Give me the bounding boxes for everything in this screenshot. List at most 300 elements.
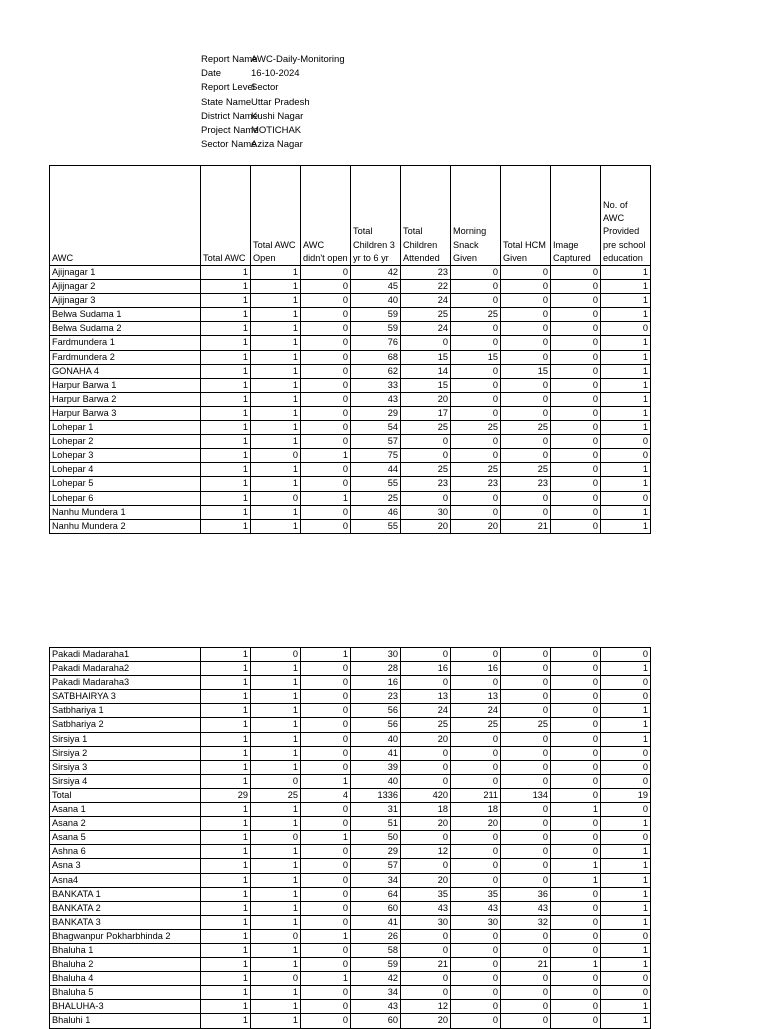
value-cell: 16 bbox=[401, 662, 451, 676]
value-cell: 0 bbox=[301, 505, 351, 519]
meta-value: 16-10-2024 bbox=[251, 68, 300, 80]
value-cell: 0 bbox=[301, 1014, 351, 1028]
value-cell: 1 bbox=[601, 1000, 651, 1014]
table-row bbox=[50, 1000, 651, 1014]
value-cell: 0 bbox=[551, 364, 601, 378]
value-cell: 43 bbox=[451, 901, 501, 915]
value-cell: 1 bbox=[601, 887, 651, 901]
value-cell: 62 bbox=[351, 364, 401, 378]
value-cell: 1 bbox=[201, 392, 251, 406]
value-cell: 29 bbox=[201, 788, 251, 802]
value-cell: 1 bbox=[201, 943, 251, 957]
meta-value: Aziza Nagar bbox=[251, 139, 303, 151]
value-cell: 23 bbox=[501, 477, 551, 491]
value-cell: 32 bbox=[501, 915, 551, 929]
meta-value: MOTICHAK bbox=[251, 125, 302, 137]
value-cell: 0 bbox=[551, 280, 601, 294]
value-cell: 0 bbox=[451, 873, 501, 887]
awc-name-cell: Satbhariya 1 bbox=[50, 704, 201, 718]
value-cell: 1 bbox=[201, 1014, 251, 1028]
value-cell: 0 bbox=[401, 972, 451, 986]
awc-name-cell: Belwa Sudama 1 bbox=[50, 308, 201, 322]
value-cell: 34 bbox=[351, 873, 401, 887]
value-cell: 1 bbox=[301, 491, 351, 505]
value-cell: 15 bbox=[451, 350, 501, 364]
value-cell: 0 bbox=[301, 336, 351, 350]
value-cell: 1 bbox=[601, 704, 651, 718]
column-header: Morning Snack Given bbox=[451, 166, 501, 266]
awc-name-cell: BANKATA 2 bbox=[50, 901, 201, 915]
value-cell: 0 bbox=[501, 406, 551, 420]
value-cell: 1 bbox=[251, 322, 301, 336]
value-cell: 25 bbox=[401, 421, 451, 435]
value-cell: 25 bbox=[451, 718, 501, 732]
value-cell: 20 bbox=[451, 519, 501, 533]
value-cell: 16 bbox=[351, 676, 401, 690]
table-row bbox=[50, 662, 651, 676]
value-cell: 0 bbox=[301, 364, 351, 378]
value-cell: 0 bbox=[451, 336, 501, 350]
value-cell: 0 bbox=[551, 788, 601, 802]
table-row bbox=[50, 505, 651, 519]
value-cell: 0 bbox=[551, 760, 601, 774]
value-cell: 1 bbox=[601, 294, 651, 308]
value-cell: 1 bbox=[251, 505, 301, 519]
value-cell: 0 bbox=[451, 392, 501, 406]
table-row bbox=[50, 718, 651, 732]
awc-name-cell: Sirsiya 1 bbox=[50, 732, 201, 746]
value-cell: 68 bbox=[351, 350, 401, 364]
table-row bbox=[50, 463, 651, 477]
value-cell: 0 bbox=[601, 435, 651, 449]
awc-name-cell: GONAHA 4 bbox=[50, 364, 201, 378]
value-cell: 1 bbox=[251, 519, 301, 533]
value-cell: 0 bbox=[501, 760, 551, 774]
value-cell: 1 bbox=[601, 336, 651, 350]
value-cell: 0 bbox=[551, 519, 601, 533]
value-cell: 1 bbox=[251, 732, 301, 746]
value-cell: 1 bbox=[251, 477, 301, 491]
value-cell: 0 bbox=[301, 690, 351, 704]
awc-name-cell: Harpur Barwa 1 bbox=[50, 378, 201, 392]
value-cell: 1 bbox=[551, 803, 601, 817]
value-cell: 0 bbox=[601, 831, 651, 845]
value-cell: 24 bbox=[401, 294, 451, 308]
value-cell: 0 bbox=[501, 1000, 551, 1014]
value-cell: 1 bbox=[201, 929, 251, 943]
meta-row bbox=[201, 81, 345, 95]
value-cell: 1 bbox=[251, 859, 301, 873]
value-cell: 0 bbox=[551, 746, 601, 760]
value-cell: 1 bbox=[201, 831, 251, 845]
value-cell: 1 bbox=[201, 421, 251, 435]
value-cell: 1 bbox=[601, 463, 651, 477]
value-cell: 14 bbox=[401, 364, 451, 378]
value-cell: 0 bbox=[301, 322, 351, 336]
value-cell: 17 bbox=[401, 406, 451, 420]
value-cell: 0 bbox=[551, 421, 601, 435]
value-cell: 1 bbox=[201, 732, 251, 746]
value-cell: 0 bbox=[451, 986, 501, 1000]
value-cell: 1 bbox=[201, 435, 251, 449]
value-cell: 1 bbox=[201, 505, 251, 519]
value-cell: 0 bbox=[551, 463, 601, 477]
value-cell: 28 bbox=[351, 662, 401, 676]
value-cell: 1 bbox=[201, 648, 251, 662]
value-cell: 0 bbox=[551, 392, 601, 406]
value-cell: 1 bbox=[601, 873, 651, 887]
value-cell: 0 bbox=[301, 887, 351, 901]
awc-name-cell: Lohepar 4 bbox=[50, 463, 201, 477]
meta-row bbox=[201, 67, 345, 81]
value-cell: 30 bbox=[401, 915, 451, 929]
table-row bbox=[50, 294, 651, 308]
value-cell: 1 bbox=[201, 477, 251, 491]
meta-row bbox=[201, 110, 345, 124]
value-cell: 0 bbox=[451, 958, 501, 972]
value-cell: 0 bbox=[551, 350, 601, 364]
value-cell: 0 bbox=[501, 803, 551, 817]
value-cell: 0 bbox=[401, 774, 451, 788]
value-cell: 1 bbox=[301, 929, 351, 943]
value-cell: 43 bbox=[351, 1000, 401, 1014]
value-cell: 1 bbox=[251, 986, 301, 1000]
value-cell: 1 bbox=[601, 718, 651, 732]
value-cell: 75 bbox=[351, 449, 401, 463]
table-row bbox=[50, 746, 651, 760]
meta-value: Kushi Nagar bbox=[251, 110, 304, 122]
table-row bbox=[50, 915, 651, 929]
value-cell: 55 bbox=[351, 477, 401, 491]
value-cell: 1 bbox=[251, 887, 301, 901]
awc-name-cell: Asana 1 bbox=[50, 803, 201, 817]
value-cell: 54 bbox=[351, 421, 401, 435]
value-cell: 0 bbox=[551, 845, 601, 859]
value-cell: 0 bbox=[401, 760, 451, 774]
awc-name-cell: Bhaluha 5 bbox=[50, 986, 201, 1000]
value-cell: 0 bbox=[551, 774, 601, 788]
awc-name-cell: Ajijnagar 2 bbox=[50, 280, 201, 294]
value-cell: 0 bbox=[451, 364, 501, 378]
value-cell: 1 bbox=[251, 817, 301, 831]
value-cell: 1 bbox=[251, 392, 301, 406]
value-cell: 0 bbox=[501, 266, 551, 280]
value-cell: 30 bbox=[351, 648, 401, 662]
value-cell: 1 bbox=[201, 901, 251, 915]
value-cell: 1 bbox=[201, 294, 251, 308]
value-cell: 1 bbox=[201, 704, 251, 718]
table-row bbox=[50, 943, 651, 957]
value-cell: 1 bbox=[201, 972, 251, 986]
value-cell: 1 bbox=[301, 449, 351, 463]
value-cell: 0 bbox=[501, 972, 551, 986]
value-cell: 1 bbox=[601, 266, 651, 280]
value-cell: 57 bbox=[351, 435, 401, 449]
awc-name-cell: Bhaluhi 1 bbox=[50, 1014, 201, 1028]
table-row bbox=[50, 392, 651, 406]
awc-name-cell: Asna 3 bbox=[50, 859, 201, 873]
awc-name-cell: Bhaluha 1 bbox=[50, 943, 201, 957]
value-cell: 1 bbox=[251, 746, 301, 760]
value-cell: 0 bbox=[601, 322, 651, 336]
column-header: AWC didn't open bbox=[301, 166, 351, 266]
value-cell: 4 bbox=[301, 788, 351, 802]
table-row bbox=[50, 308, 651, 322]
value-cell: 0 bbox=[301, 915, 351, 929]
value-cell: 1 bbox=[201, 676, 251, 690]
value-cell: 0 bbox=[401, 859, 451, 873]
value-cell: 0 bbox=[451, 435, 501, 449]
value-cell: 1 bbox=[201, 746, 251, 760]
value-cell: 0 bbox=[251, 648, 301, 662]
meta-row bbox=[201, 53, 345, 67]
table-row bbox=[50, 406, 651, 420]
table-row bbox=[50, 690, 651, 704]
value-cell: 0 bbox=[401, 435, 451, 449]
value-cell: 0 bbox=[301, 817, 351, 831]
value-cell: 30 bbox=[451, 915, 501, 929]
value-cell: 43 bbox=[401, 901, 451, 915]
value-cell: 35 bbox=[401, 887, 451, 901]
value-cell: 25 bbox=[251, 788, 301, 802]
value-cell: 0 bbox=[551, 449, 601, 463]
awc-name-cell: Bhaluha 4 bbox=[50, 972, 201, 986]
value-cell: 0 bbox=[551, 718, 601, 732]
value-cell: 0 bbox=[301, 435, 351, 449]
awc-name-cell: Pakadi Madaraha2 bbox=[50, 662, 201, 676]
value-cell: 1 bbox=[251, 943, 301, 957]
value-cell: 1 bbox=[301, 831, 351, 845]
value-cell: 0 bbox=[501, 280, 551, 294]
value-cell: 13 bbox=[451, 690, 501, 704]
table-row bbox=[50, 788, 651, 802]
value-cell: 0 bbox=[401, 831, 451, 845]
table-row bbox=[50, 322, 651, 336]
value-cell: 0 bbox=[551, 336, 601, 350]
value-cell: 1 bbox=[201, 336, 251, 350]
value-cell: 0 bbox=[401, 746, 451, 760]
value-cell: 56 bbox=[351, 718, 401, 732]
value-cell: 0 bbox=[451, 406, 501, 420]
value-cell: 0 bbox=[251, 491, 301, 505]
table-row bbox=[50, 421, 651, 435]
column-header: Total AWC Open bbox=[251, 166, 301, 266]
meta-value: Sector bbox=[251, 82, 279, 94]
value-cell: 1 bbox=[601, 364, 651, 378]
value-cell: 0 bbox=[501, 704, 551, 718]
value-cell: 34 bbox=[351, 986, 401, 1000]
value-cell: 0 bbox=[551, 817, 601, 831]
table-row bbox=[50, 845, 651, 859]
value-cell: 0 bbox=[301, 676, 351, 690]
awc-name-cell: Belwa Sudama 2 bbox=[50, 322, 201, 336]
awc-name-cell: Sirsiya 4 bbox=[50, 774, 201, 788]
value-cell: 1 bbox=[251, 901, 301, 915]
value-cell: 0 bbox=[501, 859, 551, 873]
value-cell: 50 bbox=[351, 831, 401, 845]
value-cell: 0 bbox=[251, 449, 301, 463]
table-row bbox=[50, 676, 651, 690]
value-cell: 0 bbox=[301, 350, 351, 364]
value-cell: 1 bbox=[301, 648, 351, 662]
meta-key: Report Level bbox=[201, 82, 255, 94]
value-cell: 1 bbox=[601, 1014, 651, 1028]
value-cell: 24 bbox=[451, 704, 501, 718]
value-cell: 55 bbox=[351, 519, 401, 533]
table-row bbox=[50, 803, 651, 817]
value-cell: 0 bbox=[301, 732, 351, 746]
value-cell: 29 bbox=[351, 845, 401, 859]
value-cell: 0 bbox=[301, 901, 351, 915]
value-cell: 1 bbox=[251, 463, 301, 477]
table-row bbox=[50, 280, 651, 294]
value-cell: 59 bbox=[351, 308, 401, 322]
value-cell: 21 bbox=[401, 958, 451, 972]
meta-key: Report Name bbox=[201, 54, 258, 65]
value-cell: 1 bbox=[551, 958, 601, 972]
value-cell: 25 bbox=[501, 718, 551, 732]
table-row bbox=[50, 958, 651, 972]
value-cell: 1 bbox=[201, 266, 251, 280]
value-cell: 25 bbox=[451, 463, 501, 477]
value-cell: 0 bbox=[301, 308, 351, 322]
value-cell: 1 bbox=[601, 519, 651, 533]
value-cell: 0 bbox=[501, 378, 551, 392]
value-cell: 40 bbox=[351, 774, 401, 788]
value-cell: 0 bbox=[301, 280, 351, 294]
table-row bbox=[50, 817, 651, 831]
value-cell: 0 bbox=[451, 972, 501, 986]
value-cell: 0 bbox=[301, 294, 351, 308]
value-cell: 20 bbox=[401, 519, 451, 533]
value-cell: 0 bbox=[451, 1014, 501, 1028]
value-cell: 0 bbox=[451, 266, 501, 280]
value-cell: 0 bbox=[501, 662, 551, 676]
value-cell: 1 bbox=[601, 406, 651, 420]
value-cell: 51 bbox=[351, 817, 401, 831]
value-cell: 0 bbox=[601, 676, 651, 690]
table-row bbox=[50, 704, 651, 718]
value-cell: 1 bbox=[201, 350, 251, 364]
value-cell: 0 bbox=[551, 662, 601, 676]
table-row bbox=[50, 364, 651, 378]
value-cell: 1 bbox=[251, 294, 301, 308]
awc-name-cell: Harpur Barwa 2 bbox=[50, 392, 201, 406]
value-cell: 25 bbox=[401, 308, 451, 322]
value-cell: 0 bbox=[451, 449, 501, 463]
value-cell: 0 bbox=[551, 491, 601, 505]
value-cell: 59 bbox=[351, 958, 401, 972]
value-cell: 0 bbox=[601, 972, 651, 986]
value-cell: 0 bbox=[401, 491, 451, 505]
table-row bbox=[50, 1014, 651, 1028]
column-header: AWC bbox=[50, 166, 201, 266]
value-cell: 1 bbox=[201, 887, 251, 901]
value-cell: 1 bbox=[251, 336, 301, 350]
value-cell: 0 bbox=[251, 972, 301, 986]
value-cell: 16 bbox=[451, 662, 501, 676]
value-cell: 0 bbox=[301, 662, 351, 676]
value-cell: 1 bbox=[251, 690, 301, 704]
awc-name-cell: Satbhariya 2 bbox=[50, 718, 201, 732]
value-cell: 0 bbox=[501, 676, 551, 690]
value-cell: 0 bbox=[501, 774, 551, 788]
value-cell: 21 bbox=[501, 519, 551, 533]
value-cell: 0 bbox=[501, 294, 551, 308]
value-cell: 25 bbox=[451, 308, 501, 322]
value-cell: 0 bbox=[451, 491, 501, 505]
value-cell: 0 bbox=[451, 280, 501, 294]
value-cell: 0 bbox=[601, 986, 651, 1000]
awc-name-cell: Ashna 6 bbox=[50, 845, 201, 859]
value-cell: 24 bbox=[401, 704, 451, 718]
value-cell: 0 bbox=[301, 392, 351, 406]
value-cell: 0 bbox=[551, 648, 601, 662]
value-cell: 13 bbox=[401, 690, 451, 704]
value-cell: 23 bbox=[401, 266, 451, 280]
value-cell: 1 bbox=[301, 972, 351, 986]
awc-name-cell: Total bbox=[50, 788, 201, 802]
value-cell: 1 bbox=[251, 406, 301, 420]
value-cell: 58 bbox=[351, 943, 401, 957]
value-cell: 1 bbox=[601, 915, 651, 929]
awc-table-page-2 bbox=[49, 647, 651, 1029]
value-cell: 1 bbox=[601, 958, 651, 972]
awc-name-cell: Pakadi Madaraha3 bbox=[50, 676, 201, 690]
value-cell: 0 bbox=[551, 986, 601, 1000]
value-cell: 0 bbox=[501, 732, 551, 746]
value-cell: 1 bbox=[201, 958, 251, 972]
value-cell: 1 bbox=[601, 350, 651, 364]
meta-row bbox=[201, 124, 345, 138]
value-cell: 0 bbox=[501, 491, 551, 505]
awc-name-cell: Nanhu Mundera 2 bbox=[50, 519, 201, 533]
value-cell: 0 bbox=[451, 732, 501, 746]
value-cell: 20 bbox=[401, 392, 451, 406]
value-cell: 0 bbox=[551, 477, 601, 491]
value-cell: 1 bbox=[201, 378, 251, 392]
value-cell: 25 bbox=[401, 463, 451, 477]
value-cell: 1 bbox=[601, 308, 651, 322]
value-cell: 1 bbox=[201, 364, 251, 378]
value-cell: 21 bbox=[501, 958, 551, 972]
value-cell: 0 bbox=[451, 746, 501, 760]
value-cell: 0 bbox=[551, 266, 601, 280]
value-cell: 1 bbox=[201, 519, 251, 533]
value-cell: 0 bbox=[601, 929, 651, 943]
table-row bbox=[50, 972, 651, 986]
value-cell: 0 bbox=[501, 308, 551, 322]
value-cell: 25 bbox=[501, 463, 551, 477]
value-cell: 0 bbox=[551, 294, 601, 308]
value-cell: 1 bbox=[201, 308, 251, 322]
value-cell: 12 bbox=[401, 845, 451, 859]
value-cell: 0 bbox=[601, 449, 651, 463]
awc-name-cell: Harpur Barwa 3 bbox=[50, 406, 201, 420]
value-cell: 0 bbox=[401, 449, 451, 463]
value-cell: 40 bbox=[351, 294, 401, 308]
value-cell: 0 bbox=[301, 760, 351, 774]
value-cell: 0 bbox=[551, 676, 601, 690]
meta-key: Date bbox=[201, 68, 222, 80]
value-cell: 0 bbox=[451, 676, 501, 690]
value-cell: 20 bbox=[401, 873, 451, 887]
awc-name-cell: Asna4 bbox=[50, 873, 201, 887]
table-row bbox=[50, 449, 651, 463]
value-cell: 0 bbox=[501, 648, 551, 662]
value-cell: 35 bbox=[451, 887, 501, 901]
value-cell: 1 bbox=[251, 958, 301, 972]
